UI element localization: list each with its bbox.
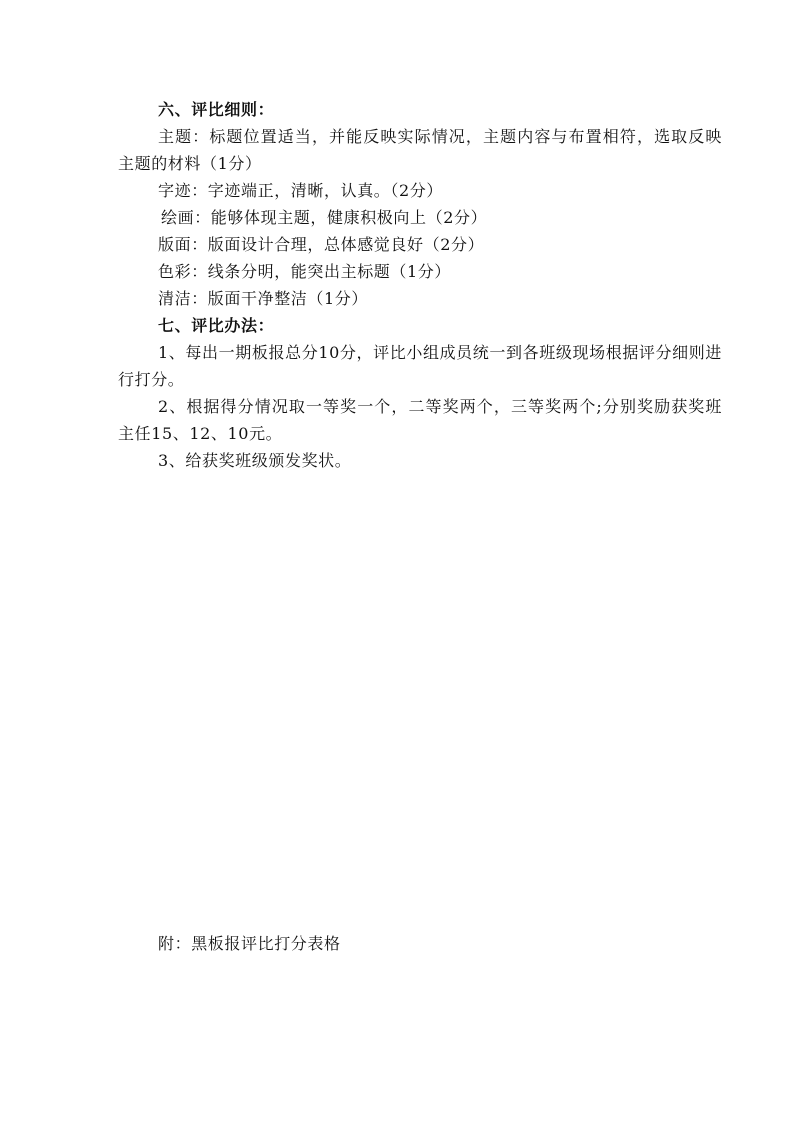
method-item-3: 3、给获奖班级颁发奖状。 <box>158 451 352 470</box>
method-item-2: 2、根据得分情况取一等奖一个，二等奖两个，三等奖两个;分别奖励获奖班主任15、12、10元。 <box>118 397 722 443</box>
method-item-1: 1、每出一期板报总分10分，评比小组成员统一到各班级现场根据评分细则进行打分。 <box>118 343 722 389</box>
rule-color: 色彩：线条分明，能突出主标题（1分） <box>158 262 451 281</box>
rule-cleanliness: 清洁：版面干净整洁（1分） <box>158 289 368 308</box>
rule-layout: 版面：版面设计合理，总体感觉良好（2分） <box>158 235 485 254</box>
section-heading-method: 七、评比办法： <box>158 316 275 335</box>
rule-handwriting: 字迹：字迹端正，清晰，认真。（2分） <box>158 181 443 200</box>
section-heading-rules: 六、评比细则： <box>158 100 275 119</box>
rule-theme: 主题：标题位置适当，并能反映实际情况，主题内容与布置相符，选取反映主题的材料（1分） <box>118 127 722 173</box>
document-body <box>118 96 722 474</box>
appendix-note: 附：黑板报评比打分表格 <box>158 934 341 953</box>
rule-drawing: 绘画：能够体现主题，健康积极向上（2分） <box>161 208 488 227</box>
